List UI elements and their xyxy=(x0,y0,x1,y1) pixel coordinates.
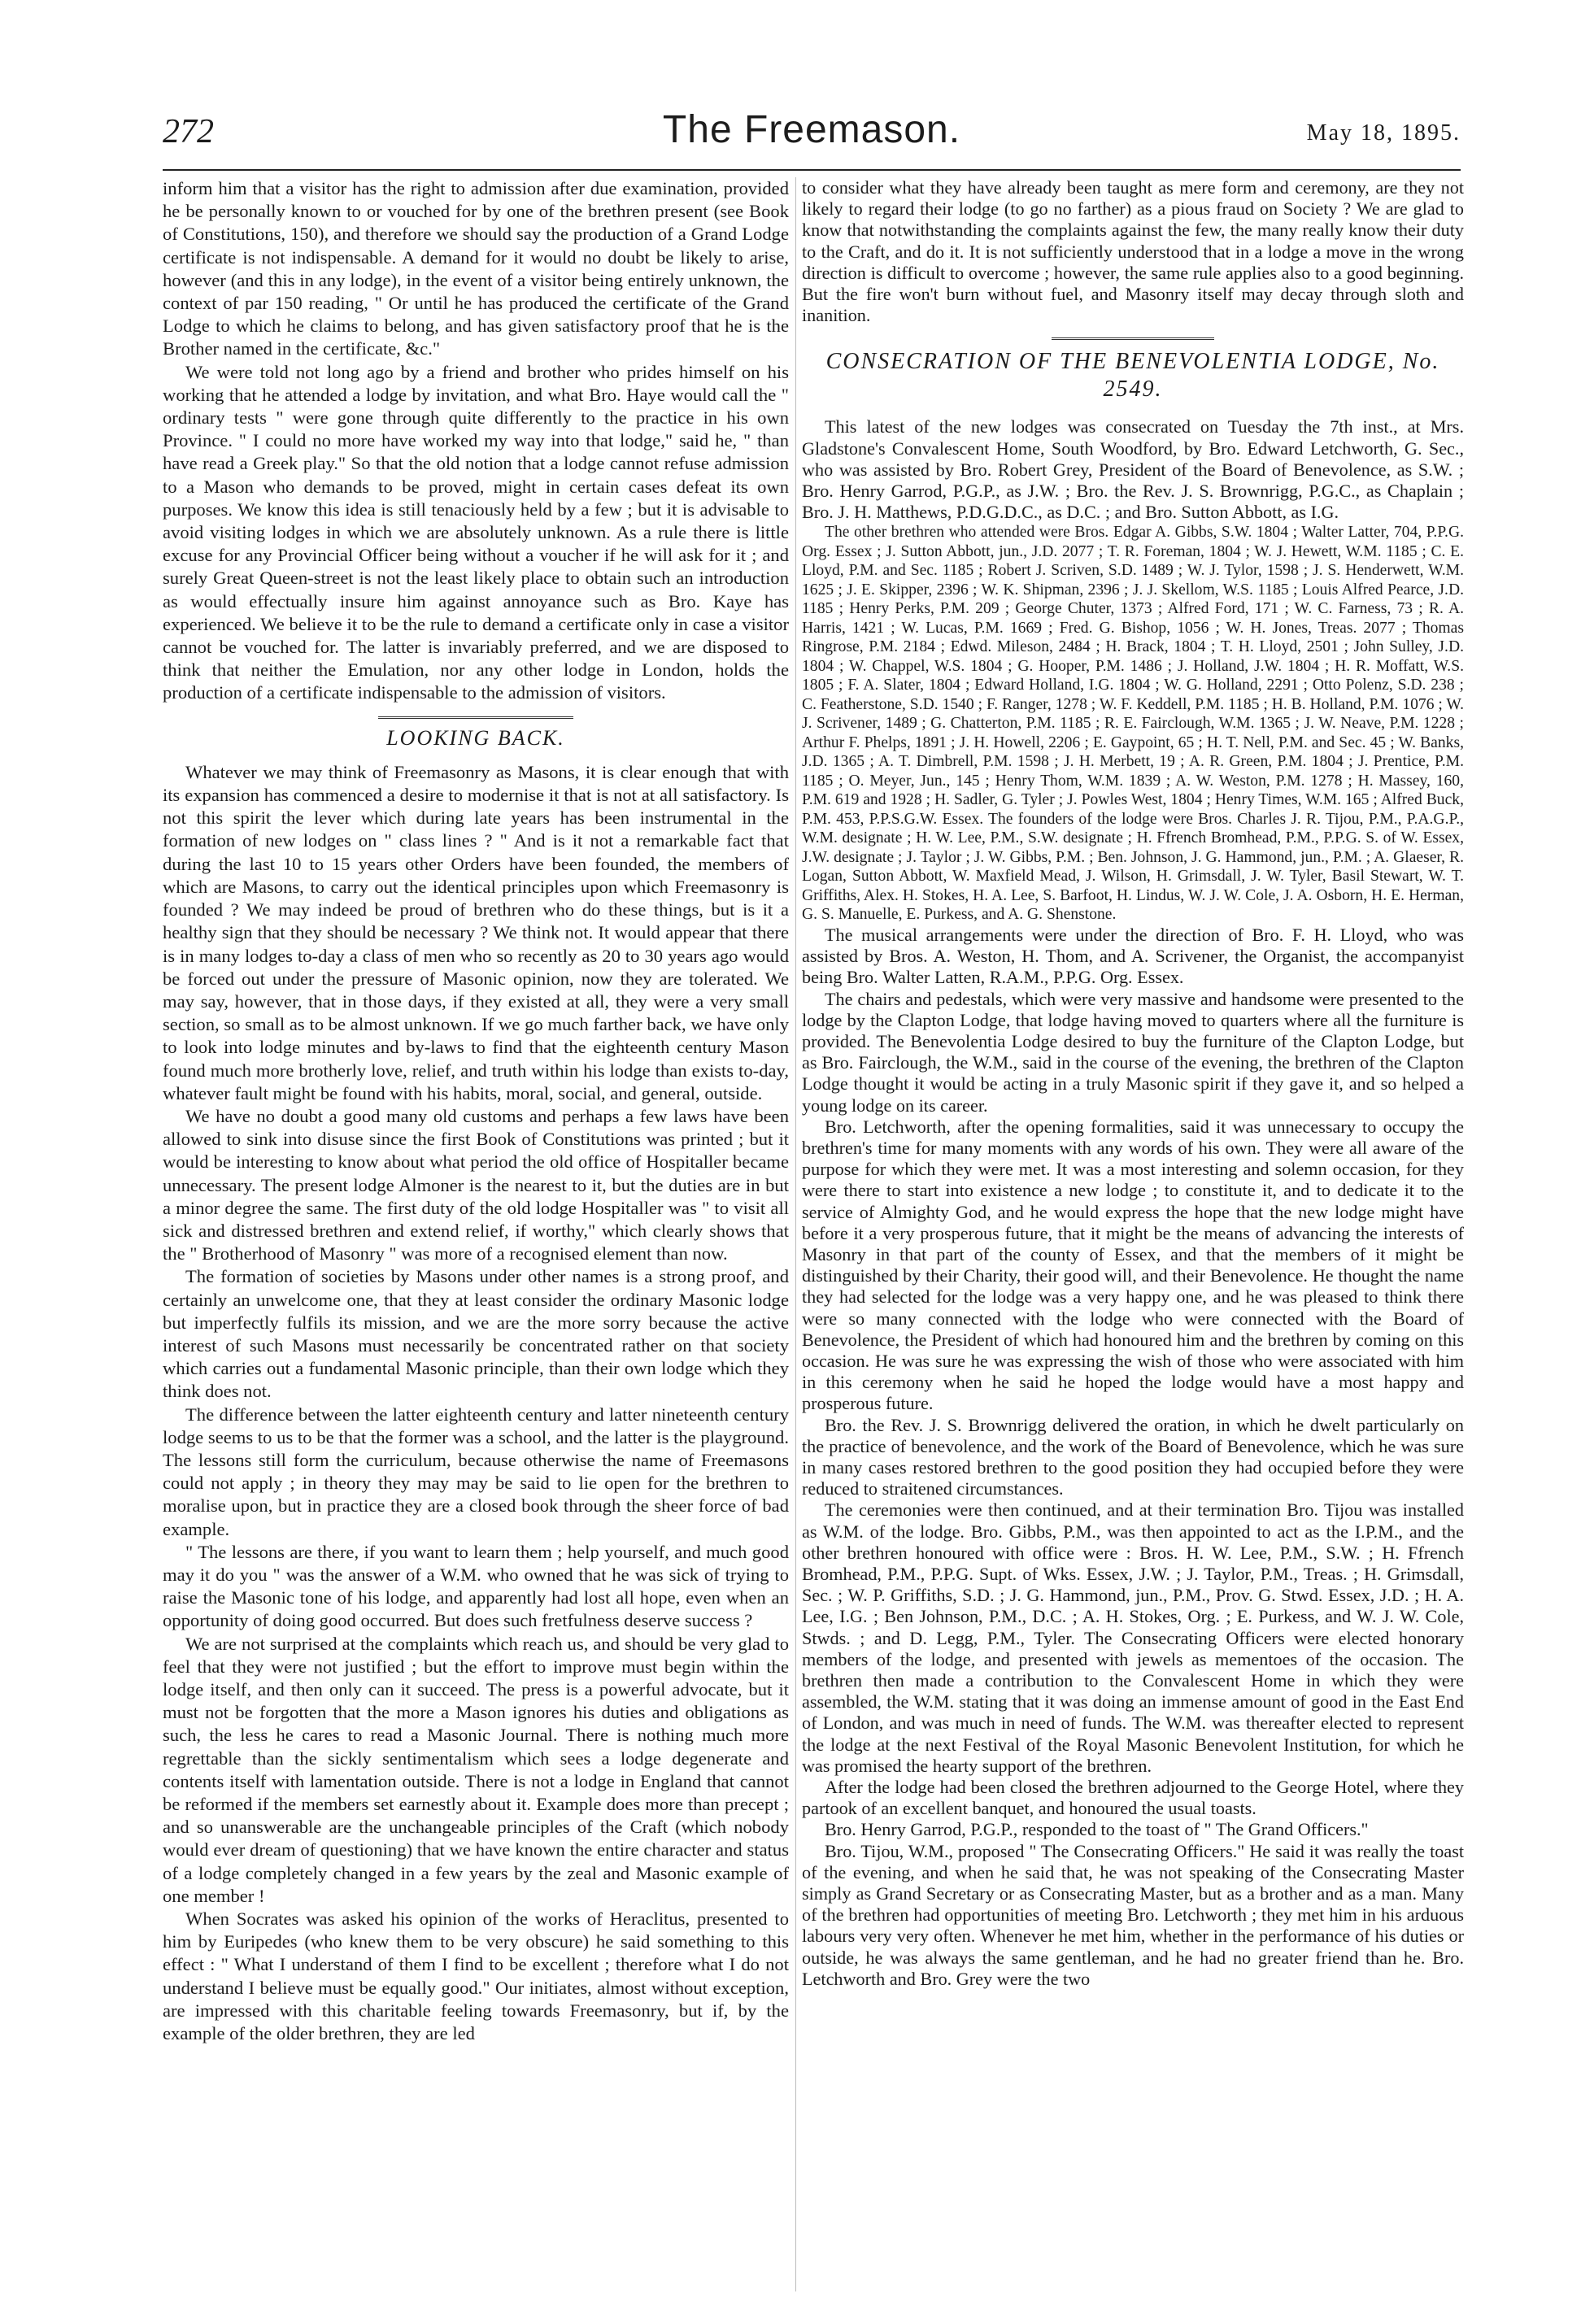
section-divider xyxy=(1052,337,1214,340)
masthead-title: The Freemason. xyxy=(662,108,961,151)
paragraph: Bro. Henry Garrod, P.G.P., responded to the toast of " The Grand Officers." xyxy=(825,1819,1369,1840)
header-rule xyxy=(163,169,1461,171)
right-column xyxy=(802,177,1464,1990)
paragraph: The musical arrangements were under the direction of Bro. F. H. Lloyd, who was assisted by Bros. A. Weston, H. Thom, and A. Scrivener, the Organist, the accompanyist being Bro. Walter Latten, R.A.M., P.P.G. Org. Essex. xyxy=(802,924,1464,988)
left-column xyxy=(163,177,789,2045)
paragraph: Bro. the Rev. J. S. Brownrigg delivered the oration, in which he dwelt particularly on the practice of benevolence, and the work of the Board of Benevolence, which he was sure in many cases restored brethren to the good position they had occupied before they were reduced to straitened circumstances. xyxy=(802,1414,1464,1499)
paragraph: We have no doubt a good many old customs and perhaps a few laws have been allowed to sink into disuse since the first Book of Constitutions was printed ; but it would be interesting to know about what period the old office of Hospitaller became unnecessary. The present lodge Almoner is the nearest to it, but the duties are in but a minor degree the same. The first duty of the old lodge Hospitaller was " to visit all sick and distressed brethren and extend relief, if worthy," which clearly shows that the " Brotherhood of Masonry " was more of a recognised element than now. xyxy=(163,1105,789,1264)
section-divider xyxy=(378,716,573,719)
paragraph: Bro. Tijou, W.M., proposed " The Consecrating Officers." He said it was really the toast of the evening, and when he said that, he was not speaking of the Consecrating Master simply as Grand Secretary or as Consecrating Master, but as a brother and as a man. Many of the brethren had opportunities of meeting Bro. Letchworth ; they met him in his arduous labours very very often. Whenever he met him, whether in the performance of his duties or outside, he was always the same gentleman, and he had no greater friend than he. Bro. Letchworth and Bro. Grey were the two xyxy=(802,1840,1464,1989)
paragraph: to consider what they have already been taught as mere form and ceremony, are they not likely to regard their lodge (to go no farther) as a pious fraud on Society ? We are glad to know that notwithstanding the complaints against the few, the many really know their duty to the Craft, and do it. It is not sufficiently understood that in a lodge a move in the wrong direction is difficult to overcome ; however, the same rule applies also to a good beginning. But the fire won't burn without fuel, and Masonry itself may decay through sloth and inanition. xyxy=(802,177,1464,326)
paragraph: The chairs and pedestals, which were very massive and handsome were presented to the lodge by the Clapton Lodge, that lodge having moved to quarters where all the furniture is provided. The Benevolentia Lodge desired to buy the furniture of the Clapton Lodge, but as Bro. Fairclough, the W.M., said in the course of the evening, the brethren of the Clapton Lodge thought it would be acting in a truly Masonic spirit if they gave it, and so helped a young lodge on its career. xyxy=(802,988,1464,1116)
paragraph: After the lodge had been closed the brethren adjourned to the George Hotel, where they partook of an excellent banquet, and honoured the usual toasts. xyxy=(802,1777,1464,1819)
paragraph: The difference between the latter eighteenth century and latter nineteenth century lodge seems to us to be that the former was a school, and the latter is the playground. The lessons still form the curriculum, because otherwise the name of Freemasons could not apply ; in theory they may may be said to lie open for the brethren to moralise upon, but in practice they are a closed book through the sheer force of bad example. xyxy=(163,1404,789,1539)
section-heading-consecration: CONSECRATION OF THE BENEVOLENTIA LODGE, No. 2549. xyxy=(825,349,1440,403)
page-header xyxy=(163,108,1461,164)
issue-date: May 18, 1895. xyxy=(1306,120,1461,146)
column-divider xyxy=(795,177,796,2291)
paragraph: The formation of societies by Masons under other names is a strong proof, and certainly an unwelcome one, that they at least consider the ordinary Masonic lodge but imperfectly fulfils its mission, and we are the more sorry because the active interest of such Masons must necessarily be concentrated rather on that society which carries out a fundamental Masonic principle, than their own lodge which they think does not. xyxy=(163,1266,789,1402)
paragraph: Bro. Letchworth, after the opening formalities, said it was unnecessary to occupy the brethren's time for many moments with any words of his own. They were all aware of the purpose for which they were met. It was a most interesting and solemn occasion, for they were there to start into existence a new lodge ; to constitute it, and to dedicate it to the service of Almighty God, and he would express the hope that the new lodge might have before it a very prosperous future, that it might be the means of advancing the interests of Masonry in that part of the county of Essex, and that the members of it might be distinguished by their Charity, their good will, and their Benevolence. He thought the name they had selected for the lodge was a very happy one, and he was pleased to think there were so many connected with the lodge who were connected with the Board of Benevolence, the President of which had honoured him and the brethren by coming on this occasion. He was sure he was expressing the wish of those who were associated with him in this ceremony when he said he hoped the lodge would have a most happy and prosperous future. xyxy=(802,1116,1464,1414)
paragraph: We are not surprised at the complaints which reach us, and should be very glad to feel that they were not justified ; but the effort to improve must begin within the lodge itself, and then only can it succeed. The press is a powerful advocate, but it must not be forgotten that the more a Mason ignores his duties and obligations as such, the less he cares to read a Masonic Journal. There is nothing much more regrettable than the sickly sentimentalism which sees a lodge degenerate and contents itself with lamentation outside. There is not a lodge in England that cannot be reformed if the members set earnestly about it. Example does more than precept ; and so unanswerable are the unchangeable principles of the Craft (which nobody would ever dream of questioning) that we have known the entire character and status of a lodge completely changed in a few years by the zeal and Masonic example of one member ! xyxy=(163,1633,789,1906)
attendee-list: The other brethren who attended were Bros. Edgar A. Gibbs, S.W. 1804 ; Walter Latter, 704, P.P.G. Org. Essex ; J. Sutton Abbott, jun., J.D. 2077 ; T. R. Foreman, 1804 ; W. J. Hewett, W.M. 1185 ; C. E. Lloyd, P.M. and Sec. 1185 ; Robert J. Scriven, S.D. 1489 ; W. J. Tylor, 1598 ; J. S. Henderwett, W.M. 1625 ; J. E. Skipper, 2396 ; W. K. Shipman, 2396 ; J. J. Skellom, W.S. 1185 ; Louis Alfred Pearce, J.D. 1185 ; Henry Perks, P.M. 209 ; George Chuter, 1373 ; Alfred Ford, 171 ; W. C. Farness, 73 ; R. A. Harris, 1421 ; W. Lucas, P.M. 1669 ; Fred. G. Bishop, 1056 ; W. H. Jones, Treas. 2077 ; Thomas Ringrose, P.M. 2184 ; Edwd. Mileson, 2484 ; H. Brack, 1804 ; T. H. Lloyd, 2501 ; John Sulley, J.D. 1804 ; W. Chappel, W.S. 1804 ; G. Hooper, P.M. 1486 ; J. Holland, J.W. 1804 ; H. R. Moffatt, W.S. 1805 ; F. A. Slater, 1804 ; Edward Holland, I.G. 1804 ; W. G. Holland, 2291 ; Otto Polenz, S.D. 238 ; C. Featherstone, S.D. 1540 ; F. Ranger, 1278 ; W. F. Keddell, P.M. 1185 ; H. B. Holland, P.M. 1076 ; W. J. Scrivener, 1489 ; G. Chatterton, P.M. 1185 ; R. E. Fairclough, W.M. 1365 ; J. W. Neave, P.M. 1228 ; Arthur F. Phelps, 1891 ; J. H. Howell, 2206 ; E. Gaypoint, 65 ; H. T. Nell, P.M. and Sec. 45 ; W. Banks, J.D. 1365 ; A. T. Dimbrell, P.M. 1598 ; J. H. Merbett, 19 ; A. R. Green, P.M. 1804 ; J. Prentice, P.M. 1185 ; O. Meyer, Jun., 145 ; Henry Thom, W.M. 1839 ; A. W. Weston, P.M. 1278 ; H. Massey, 160, P.M. 619 and 1928 ; H. Sadler, G. Tyler ; J. Powles West, 1804 ; Henry Times, W.M. 165 ; Alfred Buck, P.M. 453, P.P.S.G.W. Essex. The founders of the lodge were Bros. Charles J. R. Tijou, P.M., P.A.G.P., W.M. designate ; H. W. Lee, P.M., S.W. designate ; H. Ffrench Bromhead, P.M., P.P.G. S. of W. Essex, J.W. designate ; J. Taylor ; J. W. Gibbs, P.M. ; Ben. Johnson, J. G. Hammond, jun., P.M. ; A. Glaeser, R. Logan, Sutton Abbott, W. Maxfield Mead, J. Wilson, H. Grimsdall, J. W. Tyler, Basil Stewart, W. T. Griffiths, Alex. H. Stokes, H. A. Lee, S. Barfoot, H. Lindus, W. J. W. Cole, J. A. Osborn, H. E. Herman, G. S. Manuelle, E. Purkess, and A. G. Shenstone. xyxy=(802,524,1464,924)
paragraph: This latest of the new lodges was consecrated on Tuesday the 7th inst., at Mrs. Gladstone's Convalescent Home, South Woodford, by Bro. Edward Letchworth, G. Sec., who was assisted by Bro. Robert Grey, President of the Board of Benevolence, as S.W. ; Bro. Henry Garrod, P.G.P., as J.W. ; Bro. the Rev. J. S. Brownrigg, P.G.C., as Chaplain ; Bro. J. H. Matthews, P.D.G.D.C., as D.C. ; and Bro. Sutton Abbott, as I.G. xyxy=(802,416,1464,523)
paragraph: The ceremonies were then continued, and at their termination Bro. Tijou was installed as W.M. of the lodge. Bro. Gibbs, P.M., was then appointed to act as the I.P.M., and the other brethren honoured with office were : Bros. H. W. Lee, P.M., S.W. ; H. Ffrench Bromhead, P.M., P.P.G. Supt. of Wks. Essex, J.W. ; J. Taylor, P.M., Treas. ; H. Grimsdall, Sec. ; W. P. Griffiths, S.D. ; J. G. Hammond, jun., P.M., Prov. G. Stwd. Essex, J.D. ; H. A. Lee, I.G. ; Ben Johnson, P.M., D.C. ; A. H. Stokes, Org. ; E. Purkess, and W. J. W. Cole, Stwds. ; and D. Legg, P.M., Tyler. The Consecrating Officers were elected honorary members of the lodge, and presented with jewels as mementoes of the occasion. The brethren then made a contribution to the Convalescent Home in which they were assembled, the W.M. stating that it was doing an immense amount of good in the East End of London, and was much in need of funds. The W.M. was thereafter elected to represent the lodge at the next Festival of the Royal Masonic Benevolent Institution, for which he was promised the hearty support of the brethren. xyxy=(802,1499,1464,1776)
paragraph: When Socrates was asked his opinion of the works of Heraclitus, presented to him by Euripedes (who knew them to be very obscure) he said something to this effect : " What I understand of them I find to be excellent ; therefore what I do not understand I believe must be equally good." Our initiates, almost without exception, are impressed with this charitable feeling towards Freemasonry, but if, by the example of the older brethren, they are led xyxy=(163,1908,789,2044)
section-heading-looking-back: LOOKING BACK. xyxy=(386,725,565,750)
paragraph: We were told not long ago by a friend and brother who prides himself on his working that he attended a lodge by invitation, and what Bro. Haye would call the " ordinary tests " were gone through quite differently to the practice in his own Province. " I could no more have worked my way into that lodge," said he, " than have read a Greek play." So that the old notion that a lodge cannot refuse admission to a Mason who demands to be proved, might in certain cases defeat its own purposes. We know this idea is still tenaciously held by a few ; but it is advisable to avoid visiting lodges in which we are absolutely unknown. As a rule there is little excuse for any Provincial Officer being without a voucher if he will ask for it ; and surely Great Queen-street is not the least likely place to obtain such an introduction as would effectually insure him against annoyance such as Bro. Kaye has experienced. We believe it to be the rule to demand a certificate only in case a visitor cannot be vouched for. The latter is invariably preferred, and we are disposed to think that neither the Emulation, nor any other lodge in London, holds the production of a certificate indispensable to the admission of visitors. xyxy=(163,361,789,703)
paragraph: Whatever we may think of Freemasonry as Masons, it is clear enough that with its expansion has commenced a desire to modernise it that is not at all satisfactory. Is not this spirit the lever which during late years has been instrumental in the formation of new lodges on " class lines ? " And is it not a remarkable fact that during the last 10 to 15 years other Orders have been founded, the members of which are Masons, to carry out the identical principles upon which Freemasonry is founded ? We may indeed be proud of brethren who do these things, but is it a healthy sign that they should be necessary ? We think not. It would appear that there is in many lodges to-day a class of men who so recently as 20 to 30 years ago would be forced out under the pressure of Masonic opinion, now they are tolerated. We may say, however, that in those days, if they existed at all, they were a very small section, so small as to be almost unknown. If we go much farther back, we have only to look into lodge minutes and by-laws to find that the eighteenth century Mason found much more brotherly love, relief, and truth within his lodge than exists to-day, whatever fault might be found with his habits, moral, social, and general, outside. xyxy=(163,761,789,1103)
paragraph: inform him that a visitor has the right to admission after due examination, provided he be personally known to or vouched for by one of the brethren present (see Book of Constitutions, 150), and therefore we should say the production of a Grand Lodge certificate is not indispensable. A demand for it would no doubt be likely to arise, however (and this in any lodge), in the event of a visitor being entirely unknown, the context of par 150 reading, " Or until he has produced the certificate of the Grand Lodge to which he claims to belong, and has given satisfactory proof that he is the Brother named in the certificate, &c." xyxy=(163,178,789,359)
page-number: 272 xyxy=(163,113,214,150)
paragraph: " The lessons are there, if you want to learn them ; help yourself, and much good may it do you " was the answer of a W.M. who owned that he was sick of trying to raise the Masonic tone of his lodge, and apparently had lost all hope, even when an opportunity of doing good occurred. But does such fretfulness deserve success ? xyxy=(163,1541,789,1631)
